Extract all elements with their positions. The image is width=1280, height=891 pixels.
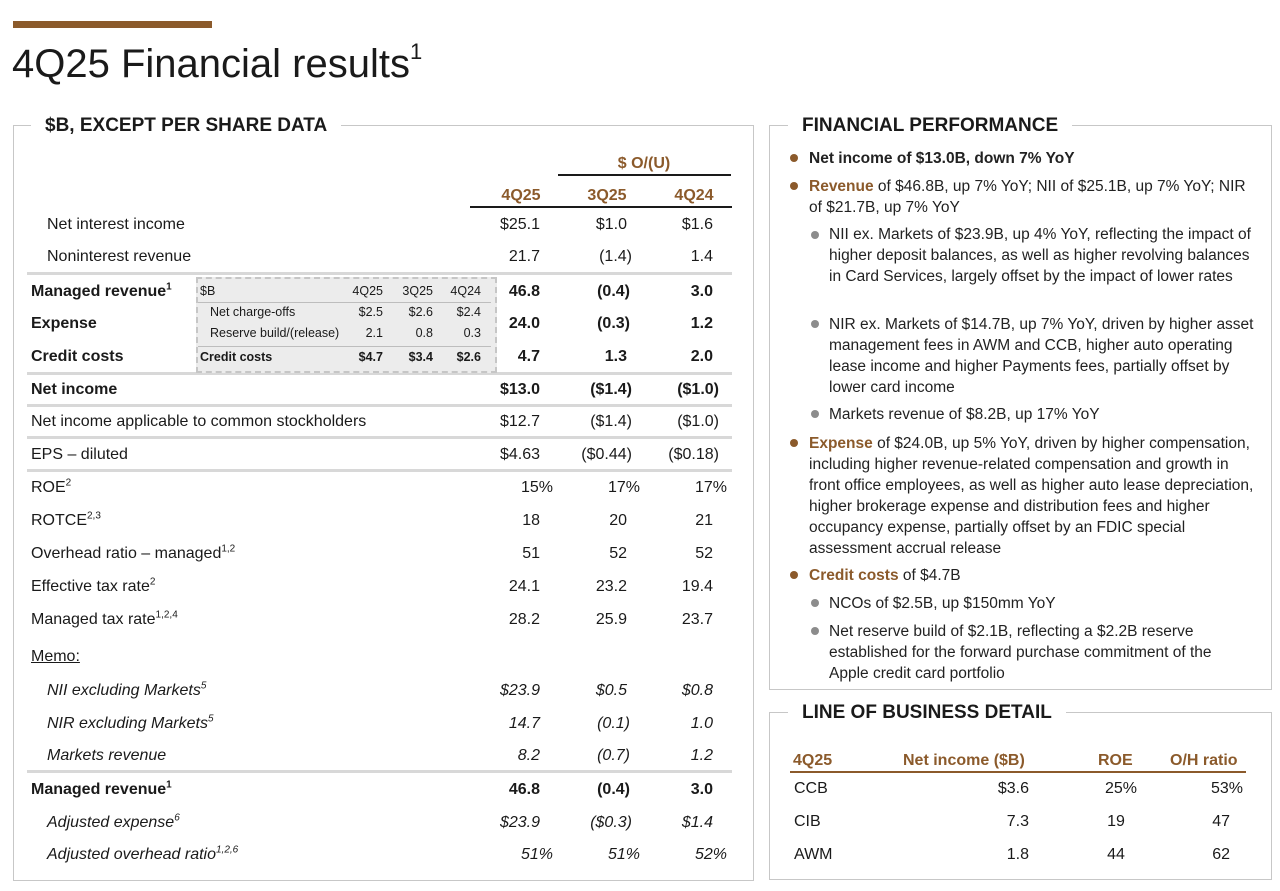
- cell: (0.4): [597, 781, 630, 798]
- row-separator: [27, 770, 732, 773]
- title-accent-bar: [13, 21, 212, 28]
- cell: 4.7: [517, 348, 540, 365]
- inset-rule: [198, 302, 491, 303]
- row-label: Effective tax rate$^2$: [31, 576, 156, 595]
- inset-cell: $4.7: [358, 350, 383, 364]
- cell: 28.2: [508, 611, 540, 628]
- row-label: Net income applicable to common stockholders: [31, 413, 367, 430]
- cell: ($1.4): [590, 381, 632, 398]
- cell: 1.2: [690, 315, 713, 332]
- bullet-net-income: Net income of $13.0B, down 7% YoY: [809, 150, 1075, 167]
- sub-bullet-markets: Markets revenue of $8.2B, up 17% YoY: [829, 406, 1100, 423]
- row-label: NII excluding Markets$^5$: [47, 680, 207, 699]
- cell: 3.0: [690, 283, 713, 300]
- lob-header-rule: [790, 771, 1246, 773]
- lob-cell: 47: [1212, 813, 1230, 830]
- inset-cell: $3.4: [408, 350, 433, 364]
- row-separator: [27, 404, 732, 407]
- cell: 1.3: [604, 348, 627, 365]
- inset-row-label: Net charge-offs: [210, 305, 296, 319]
- sub-bullet-nir: NIR ex. Markets of $14.7B, up 7% YoY, driven by higher asset management fees in AWM and CCB, higher auto operating lease income and higher Payments fees, partially offset by lower card income: [829, 316, 1254, 396]
- inset-cell: 0.3: [463, 326, 481, 340]
- cell: 25.9: [595, 611, 627, 628]
- cell: $0.5: [595, 682, 627, 699]
- row-label: Overhead ratio – managed$^{1,2}$: [31, 543, 236, 562]
- sub-bullet-nii: NII ex. Markets of $23.9B, up 4% YoY, reflecting the impact of higher deposit balances, as well as higher revolving balances in Card Services, largely offset by the impact of lower rates: [829, 226, 1251, 285]
- cell: 21.7: [508, 248, 540, 265]
- cell: 1.4: [690, 248, 713, 265]
- cell: 52%: [694, 846, 727, 863]
- cell: (0.7): [597, 747, 630, 764]
- lob-col-header: Net income ($B): [903, 752, 1025, 769]
- cell: 17%: [694, 479, 727, 496]
- cell: 52: [695, 545, 713, 562]
- cell: $12.7: [499, 413, 540, 430]
- row-label: Managed revenue$^1$: [31, 779, 172, 798]
- cell: 18: [522, 512, 540, 529]
- cell: 1.2: [690, 747, 713, 764]
- inset-col-header: 4Q25: [352, 284, 383, 298]
- col-header-4q25: 4Q25: [501, 187, 541, 204]
- inset-cell: $2.6: [408, 305, 433, 319]
- bullet-dot: [790, 154, 798, 162]
- lob-cell: 25%: [1104, 780, 1138, 797]
- cell: 51%: [520, 846, 553, 863]
- row-label: ROTCE$^{2,3}$: [31, 510, 101, 529]
- lob-cell: AWM: [794, 846, 833, 863]
- lob-col-header: O/H ratio: [1170, 752, 1238, 769]
- lob-cell: 7.3: [1006, 813, 1029, 830]
- cell: 19.4: [681, 578, 713, 595]
- page-title: 4Q25 Financial results$^1$: [12, 38, 423, 86]
- cell: $1.0: [595, 216, 627, 233]
- sub-bullet-dot: [811, 599, 819, 607]
- row-label: Net income: [31, 381, 118, 398]
- inset-cell: $2.6: [456, 350, 481, 364]
- group-header-rule: [558, 174, 731, 176]
- bullet-expense: Expense of $24.0B, up 5% YoY, driven by higher compensation, including higher revenue-related compensation and growth in front office employees, as well as higher auto lease depreciation, higher brokerage expense and distribution fees and higher occupancy expense, partially offset by an FDIC special assessment accrual release: [809, 435, 1254, 557]
- cell: 23.2: [595, 578, 627, 595]
- cell: 15%: [520, 479, 553, 496]
- bullet-credit-costs: Credit costs of $4.7B: [809, 567, 961, 584]
- cell: 17%: [607, 479, 640, 496]
- inset-col-header: 4Q24: [450, 284, 481, 298]
- lob-cell: 1.8: [1006, 846, 1029, 863]
- sub-bullet-reserve: Net reserve build of $2.1B, reflecting a $2.2B reserve established for the forward purchase commitment of the Apple credit card portfolio: [829, 623, 1212, 682]
- row-separator: [27, 272, 732, 275]
- cell: $13.0: [499, 381, 540, 398]
- row-label: Managed tax rate$^{1,2,4}$: [31, 609, 178, 628]
- inset-row-label: Credit costs: [200, 350, 273, 364]
- cell: ($1.0): [677, 413, 719, 430]
- cell: (0.4): [597, 283, 630, 300]
- cell: 8.2: [517, 747, 540, 764]
- row-label: Expense: [31, 315, 97, 332]
- cell: 24.1: [508, 578, 540, 595]
- bullet-revenue: Revenue of $46.8B, up 7% YoY; NII of $25.1B, up 7% YoY; NIR of $21.7B, up 7% YoY: [809, 178, 1246, 216]
- row-label: Markets revenue: [47, 747, 167, 764]
- cell: 24.0: [508, 315, 540, 332]
- row-label: Net interest income: [47, 216, 185, 233]
- cell: $4.63: [499, 446, 540, 463]
- lob-cell: 62: [1212, 846, 1230, 863]
- cell: (1.4): [599, 248, 632, 265]
- lob-cell: CCB: [794, 780, 828, 797]
- row-label: Managed revenue$^1$: [31, 281, 172, 300]
- cell: ($0.44): [581, 446, 632, 463]
- cell: ($1.0): [677, 381, 719, 398]
- lob-title: LINE OF BUSINESS DETAIL: [788, 702, 1066, 724]
- row-label: Credit costs: [31, 348, 124, 365]
- inset-cell: 2.1: [365, 326, 383, 340]
- cell: ($1.4): [590, 413, 632, 430]
- lob-cell: CIB: [794, 813, 821, 830]
- cell: 46.8: [508, 781, 540, 798]
- lob-cell: 53%: [1210, 780, 1243, 797]
- row-label: Adjusted overhead ratio$^{1,2,6}$: [47, 844, 239, 863]
- bullet-dot: [790, 439, 798, 447]
- cell: ($0.3): [590, 814, 632, 831]
- cell: $25.1: [499, 216, 540, 233]
- inset-col-header: 3Q25: [402, 284, 433, 298]
- inset-rule: [198, 346, 491, 347]
- row-label: Noninterest revenue: [47, 248, 192, 265]
- cell: ($0.18): [668, 446, 719, 463]
- inset-row-label: Reserve build/(release): [210, 326, 340, 340]
- inset-cell: $2.5: [358, 305, 383, 319]
- sub-bullet-dot: [811, 231, 819, 239]
- cell: 51: [522, 545, 540, 562]
- row-separator: [27, 436, 732, 439]
- credit-costs-inset: [196, 277, 497, 373]
- bullet-dot: [790, 571, 798, 579]
- cell: 21: [695, 512, 713, 529]
- cell: 23.7: [681, 611, 713, 628]
- cell: $1.6: [681, 216, 713, 233]
- cell: $1.4: [681, 814, 713, 831]
- cell: 3.0: [690, 781, 713, 798]
- bullet-dot: [790, 182, 798, 190]
- lob-col-header: ROE: [1098, 752, 1133, 769]
- cell: $23.9: [499, 814, 540, 831]
- col-header-4q24: 4Q24: [674, 187, 714, 204]
- financial-table-title: $B, EXCEPT PER SHARE DATA: [31, 115, 341, 137]
- cell: (0.1): [597, 715, 630, 732]
- cell: 20: [609, 512, 627, 529]
- inset-cell: $2.4: [456, 305, 481, 319]
- cell: $23.9: [499, 682, 540, 699]
- lob-cell: 44: [1107, 846, 1125, 863]
- cell: 2.0: [690, 348, 713, 365]
- group-header-ou: $ O/(U): [617, 155, 671, 172]
- row-label: NIR excluding Markets$^5$: [47, 713, 214, 732]
- inset-cell: 0.8: [415, 326, 433, 340]
- row-label: ROE$^2$: [31, 477, 72, 496]
- financial-table-panel: [13, 125, 754, 881]
- cell: (0.3): [597, 315, 630, 332]
- row-label: EPS – diluted: [31, 446, 128, 463]
- memo-label: Memo:: [31, 648, 80, 665]
- sub-bullet-ncos: NCOs of $2.5B, up $150mm YoY: [829, 595, 1056, 612]
- sub-bullet-dot: [811, 320, 819, 328]
- lob-col-header: 4Q25: [793, 752, 833, 769]
- financial-performance-title: FINANCIAL PERFORMANCE: [788, 115, 1072, 137]
- sub-bullet-dot: [811, 627, 819, 635]
- cell: 14.7: [508, 715, 540, 732]
- sub-bullet-dot: [811, 410, 819, 418]
- cell: 1.0: [690, 715, 713, 732]
- col-header-rule: [470, 206, 732, 208]
- cell: $0.8: [681, 682, 713, 699]
- lob-cell: $3.6: [997, 780, 1029, 797]
- inset-header-label: $B: [200, 284, 216, 298]
- row-separator: [27, 469, 732, 472]
- lob-cell: 19: [1107, 813, 1125, 830]
- col-header-3q25: 3Q25: [587, 187, 627, 204]
- row-label: Adjusted expense$^6$: [47, 812, 180, 831]
- cell: 46.8: [508, 283, 540, 300]
- cell: 51%: [607, 846, 640, 863]
- cell: 52: [609, 545, 627, 562]
